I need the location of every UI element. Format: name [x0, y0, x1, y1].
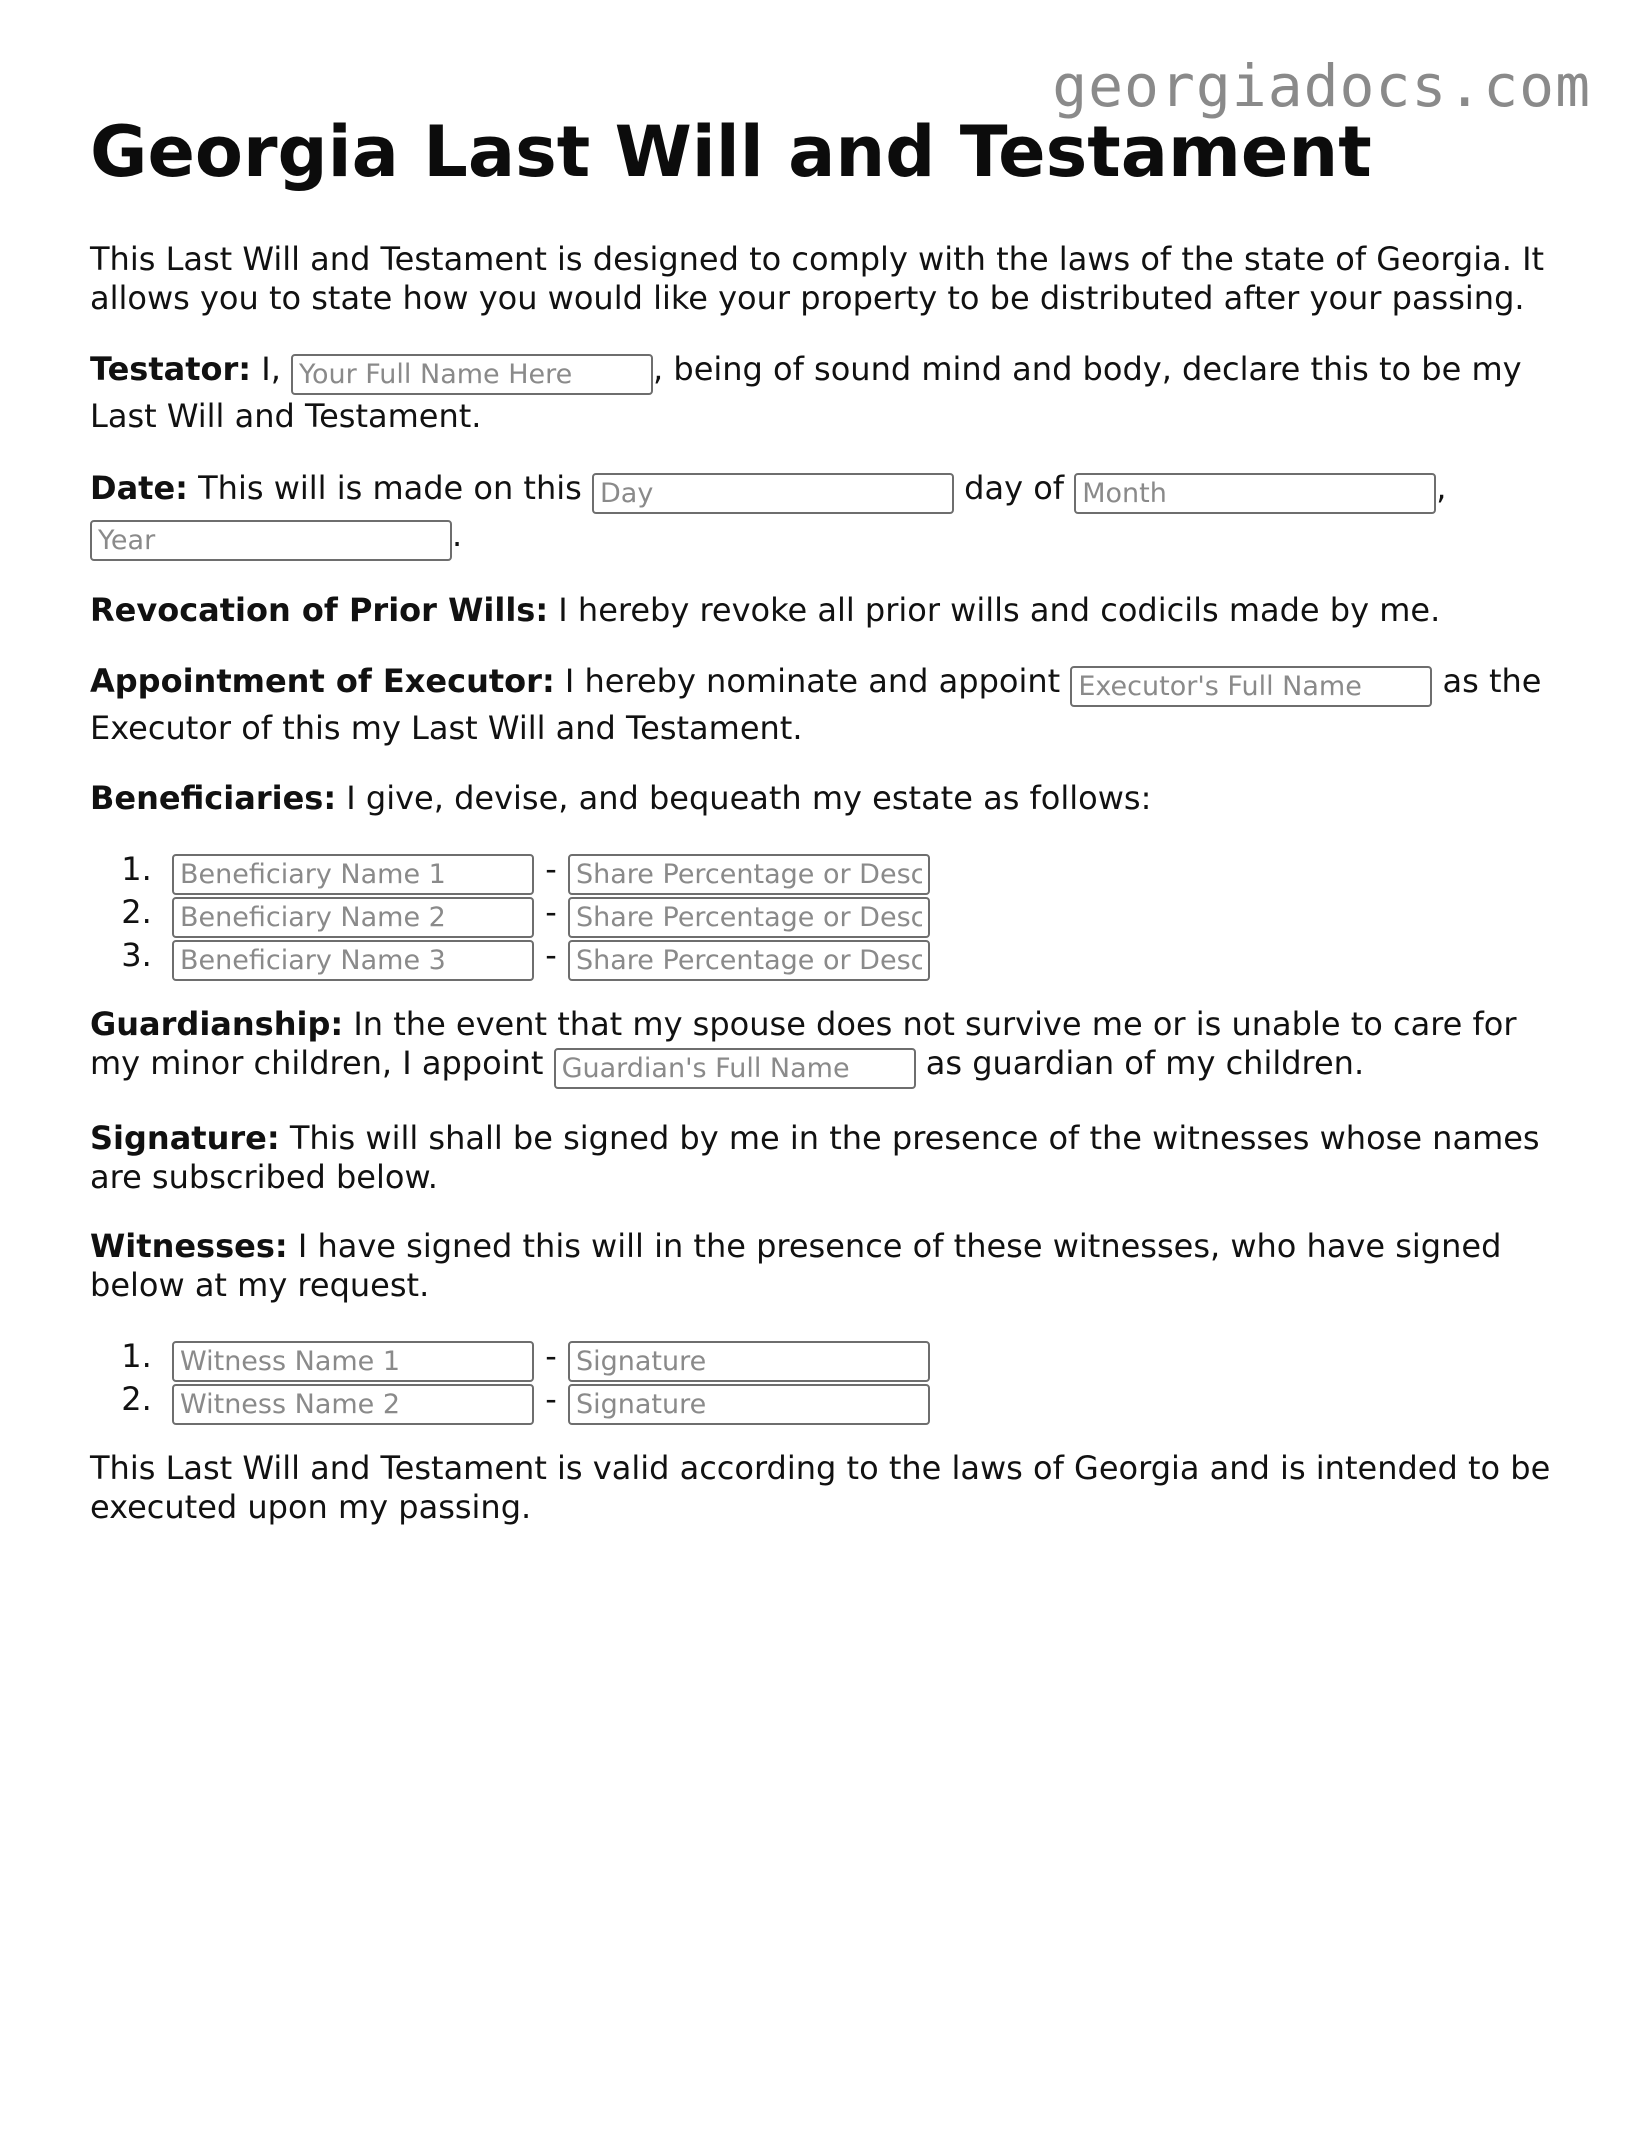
- witness-signature-input[interactable]: [568, 1341, 930, 1382]
- day-input[interactable]: [592, 473, 954, 514]
- separator: -: [545, 936, 557, 974]
- beneficiary-share-input[interactable]: [568, 897, 930, 938]
- executor-prefix: I hereby nominate and appoint: [564, 662, 1061, 700]
- signature-text: This will shall be signed by me in the presence of the witnesses whose names are subscribed below.: [90, 1119, 1540, 1196]
- separator: -: [545, 850, 557, 888]
- executor-label: Appointment of Executor:: [90, 662, 555, 700]
- date-prefix: This will is made on this: [198, 469, 582, 507]
- separator: -: [545, 893, 557, 931]
- revocation-section: [90, 591, 1560, 630]
- beneficiaries-list: [90, 848, 1560, 977]
- date-comma: ,: [1436, 469, 1447, 507]
- beneficiary-row: [162, 891, 1560, 934]
- witness-signature-input[interactable]: [568, 1384, 930, 1425]
- testator-name-input[interactable]: [291, 354, 653, 395]
- witness-name-input[interactable]: [172, 1341, 534, 1382]
- executor-name-input[interactable]: [1070, 666, 1432, 707]
- witness-row: [162, 1378, 1560, 1421]
- guardianship-section: [90, 1005, 1560, 1089]
- beneficiary-name-input[interactable]: [172, 854, 534, 895]
- revocation-text: I hereby revoke all prior wills and codicils made by me.: [558, 591, 1441, 629]
- intro-paragraph: This Last Will and Testament is designed to comply with the laws of the state of Georgia. It allows you to state how you would like your property to be distributed after your passing.: [90, 240, 1545, 317]
- revocation-label: Revocation of Prior Wills:: [90, 591, 549, 629]
- beneficiaries-text: I give, devise, and bequeath my estate as follows:: [346, 779, 1152, 817]
- guardian-name-input[interactable]: [554, 1048, 916, 1089]
- beneficiary-share-input[interactable]: [568, 940, 930, 981]
- beneficiary-share-input[interactable]: [568, 854, 930, 895]
- separator: -: [545, 1337, 557, 1375]
- guardianship-label: Guardianship:: [90, 1005, 344, 1043]
- date-middle: day of: [964, 469, 1065, 507]
- signature-label: Signature:: [90, 1119, 280, 1157]
- witness-row: [162, 1335, 1560, 1378]
- witnesses-section: [90, 1227, 1560, 1305]
- beneficiaries-label: Beneficiaries:: [90, 779, 337, 817]
- signature-section: [90, 1119, 1560, 1197]
- year-input[interactable]: [90, 520, 452, 561]
- beneficiary-row: [162, 848, 1560, 891]
- beneficiary-name-input[interactable]: [172, 897, 534, 938]
- page-title: Georgia Last Will and Testament: [90, 111, 1372, 193]
- guardianship-prefix: In the event that my spouse does not survive me or is unable to care for my minor children, I appoint: [90, 1005, 1517, 1082]
- testator-prefix: I,: [261, 350, 281, 388]
- guardianship-suffix: as guardian of my children.: [925, 1044, 1365, 1082]
- testator-suffix: , being of sound mind and body, declare this to be my Last Will and Testament.: [90, 350, 1522, 435]
- date-label: Date:: [90, 469, 188, 507]
- witnesses-list: [90, 1335, 1560, 1421]
- will-document: [90, 112, 1560, 1557]
- date-section: [90, 467, 1560, 561]
- beneficiary-name-input[interactable]: [172, 940, 534, 981]
- witnesses-text: I have signed this will in the presence of these witnesses, who have signed below at my request.: [90, 1227, 1502, 1304]
- month-input[interactable]: [1074, 473, 1436, 514]
- testator-section: [90, 348, 1560, 437]
- site-watermark: georgiadocs.com: [1052, 52, 1591, 120]
- closing-paragraph: This Last Will and Testament is valid according to the laws of Georgia and is intended to be executed upon my passing.: [90, 1449, 1551, 1526]
- executor-section: [90, 660, 1560, 749]
- executor-suffix: as the Executor of this my Last Will and Testament.: [90, 662, 1542, 747]
- witness-name-input[interactable]: [172, 1384, 534, 1425]
- beneficiaries-section: [90, 779, 1560, 818]
- date-end: .: [452, 516, 463, 554]
- testator-label: Testator:: [90, 350, 252, 388]
- beneficiary-row: [162, 934, 1560, 977]
- witnesses-label: Witnesses:: [90, 1227, 288, 1265]
- separator: -: [545, 1380, 557, 1418]
